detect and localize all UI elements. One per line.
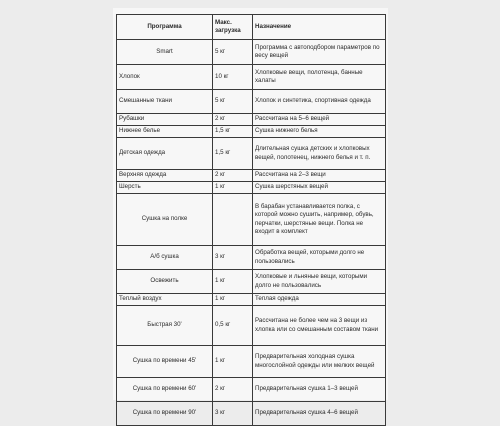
program-purpose: Рассчитана на 2–3 вещи [253,170,386,182]
program-purpose: Теплая одежда [253,294,386,306]
program-purpose: Длительная сушка детских и хлопковых вещей, полотенец, нижнего белья и т. п. [253,138,386,170]
table-row [117,402,386,426]
table-row [117,294,386,306]
program-name: Освежить [117,270,213,294]
max-load: 2 кг [213,170,253,182]
table-row [117,90,386,114]
program-purpose: Хлопок и синтетика, спортивная одежда [253,90,386,114]
table-row [117,114,386,126]
max-load: 10 кг [213,65,253,90]
program-purpose: Хлопковые и льняные вещи, которыми долго не пользовались [253,270,386,294]
program-purpose: Предварительная сушка 4–6 вещей [253,402,386,426]
table-row [117,170,386,182]
program-purpose: Предварительная холодная сушка многослойной одежды или мелких вещей [253,346,386,378]
max-load: 0,5 кг [213,306,253,346]
program-name: Смешанные ткани [117,90,213,114]
max-load: 5 кг [213,40,253,65]
table-row [117,138,386,170]
program-name: Хлопок [117,65,213,90]
max-load: 2 кг [213,378,253,402]
table-row [117,378,386,402]
program-purpose: Рассчитана не более чем на 3 вещи из хлопка или со смешанным составом ткани [253,306,386,346]
max-load: 3 кг [213,246,253,270]
program-purpose: Сушка нижнего белья [253,126,386,138]
program-purpose: Хлопковые вещи, полотенца, банные халаты [253,65,386,90]
table-row [117,270,386,294]
program-purpose: Рассчитана на 5–6 вещей [253,114,386,126]
program-name: Детская одежда [117,138,213,170]
max-load: 1 кг [213,294,253,306]
table-row [117,65,386,90]
program-name: А/б сушка [117,246,213,270]
program-name: Сушка по времени 90' [117,402,213,426]
program-table [116,14,386,426]
max-load: 1,5 кг [213,126,253,138]
header-purpose: Назначение [253,15,386,40]
program-name: Шерсть [117,182,213,194]
max-load [213,194,253,246]
program-name: Сушка по времени 60' [117,378,213,402]
max-load: 2 кг [213,114,253,126]
table-header-row [117,15,386,40]
program-name: Теплый воздух [117,294,213,306]
max-load: 1 кг [213,346,253,378]
header-load: Макс. загрузка [213,15,253,40]
table-row [117,182,386,194]
table-row [117,346,386,378]
header-program: Программа [117,15,213,40]
table-row [117,126,386,138]
program-purpose: Предварительная сушка 1–3 вещей [253,378,386,402]
table-row [117,306,386,346]
program-name: Сушка на полке [117,194,213,246]
max-load: 5 кг [213,90,253,114]
program-purpose: Обработка вещей, которыми долго не пользовались [253,246,386,270]
program-name: Рубашки [117,114,213,126]
program-name: Верхняя одежда [117,170,213,182]
program-name: Быстрая 30' [117,306,213,346]
program-purpose: Сушка шерстяных вещей [253,182,386,194]
table-row [117,246,386,270]
max-load: 1 кг [213,182,253,194]
max-load: 3 кг [213,402,253,426]
max-load: 1,5 кг [213,138,253,170]
max-load: 1 кг [213,270,253,294]
table-row [117,40,386,65]
table-row [117,194,386,246]
program-name: Нижнее белье [117,126,213,138]
program-name: Smart [117,40,213,65]
program-purpose: Программа с автоподбором параметров по весу вещей [253,40,386,65]
program-name: Сушка по времени 45' [117,346,213,378]
program-purpose: В барабан устанавливается полка, с которой можно сушить, например, обувь, перчатки, шерстяные вещи. Полка не входит в комплект [253,194,386,246]
